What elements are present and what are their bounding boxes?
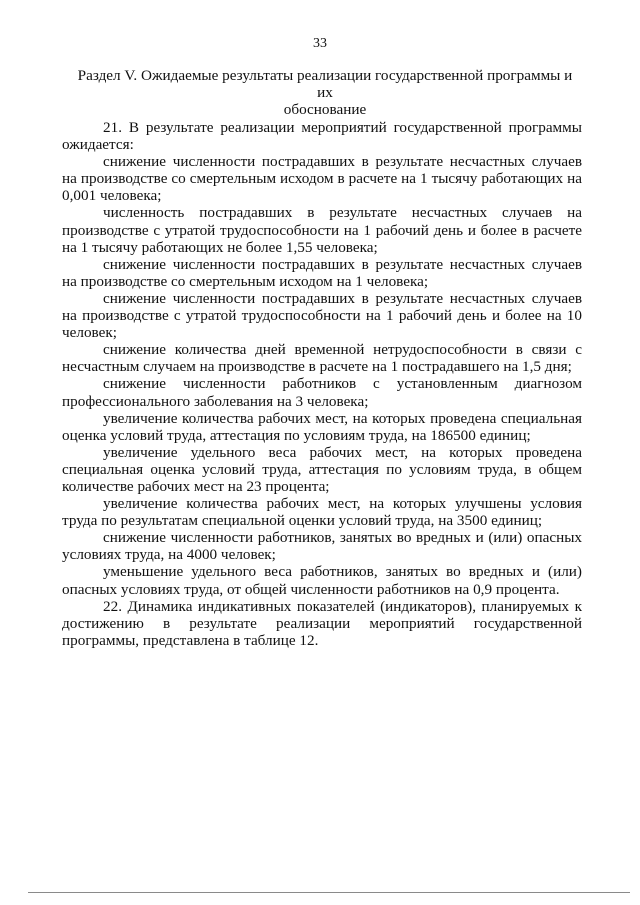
paragraph-item: увеличение удельного веса рабочих мест, на которых проведена специальная оценка условий труда, аттестация по условиям труда, в общем количестве рабочих мест на 23 процента; <box>62 443 582 495</box>
paragraph-item: уменьшение удельного веса работников, занятых во вредных и (или) опасных условиях труда, от общей численности работников на 0,9 процента. <box>62 563 582 598</box>
bottom-rule <box>28 892 630 893</box>
section-heading <box>68 67 582 118</box>
paragraph-22: 22. Динамика индикативных показателей (индикаторов), планируемых к достижению в результате реализации мероприятий государственной программы, представлена в таблице 12. <box>62 597 582 649</box>
paragraph-21-intro: 21. В результате реализации мероприятий государственной программы ожидается: <box>62 119 582 154</box>
page-number: 33 <box>313 36 327 51</box>
paragraph-item: снижение численности пострадавших в результате несчастных случаев на производстве со смертельным исходом на 1 человека; <box>62 255 582 290</box>
paragraph-item: снижение численности пострадавших в результате несчастных случаев на производстве с утратой трудоспособности на 1 рабочий день и более на 10 человек; <box>62 289 582 342</box>
paragraph-item: снижение численности работников с установленным диагнозом профессионального заболевания на 3 человека; <box>62 375 582 410</box>
paragraph-item: увеличение количества рабочих мест, на которых проведена специальная оценка условий труда, аттестация по условиям труда, на 186500 единиц; <box>62 409 582 444</box>
paragraph-item: снижение количества дней временной нетрудоспособности в связи с несчастным случаем на производстве в расчете на 1 пострадавшего на 1,5 дня; <box>62 341 582 376</box>
section-heading-line-2: обоснование <box>283 101 367 118</box>
paragraph-item: численность пострадавших в результате несчастных случаев на производстве с утратой трудоспособности на 1 рабочий день и более в расчете на 1 тысячу работающих не более 1,55 человека; <box>62 204 582 256</box>
paragraph-item: снижение численности работников, занятых во вредных и (или) опасных условиях труда, на 4000 человек; <box>62 529 582 564</box>
paragraph-item: снижение численности пострадавших в результате несчастных случаев на производстве со смертельным исходом в расчете на 1 тысячу работающих на 0,001 человека; <box>62 153 582 205</box>
section-heading-line-1: Раздел V. Ожидаемые результаты реализации государственной программы и их <box>77 67 573 101</box>
body-text <box>62 119 582 649</box>
paragraph-item: увеличение количества рабочих мест, на которых улучшены условия труда по результатам специальной оценки условий труда, на 3500 единиц; <box>62 495 582 530</box>
